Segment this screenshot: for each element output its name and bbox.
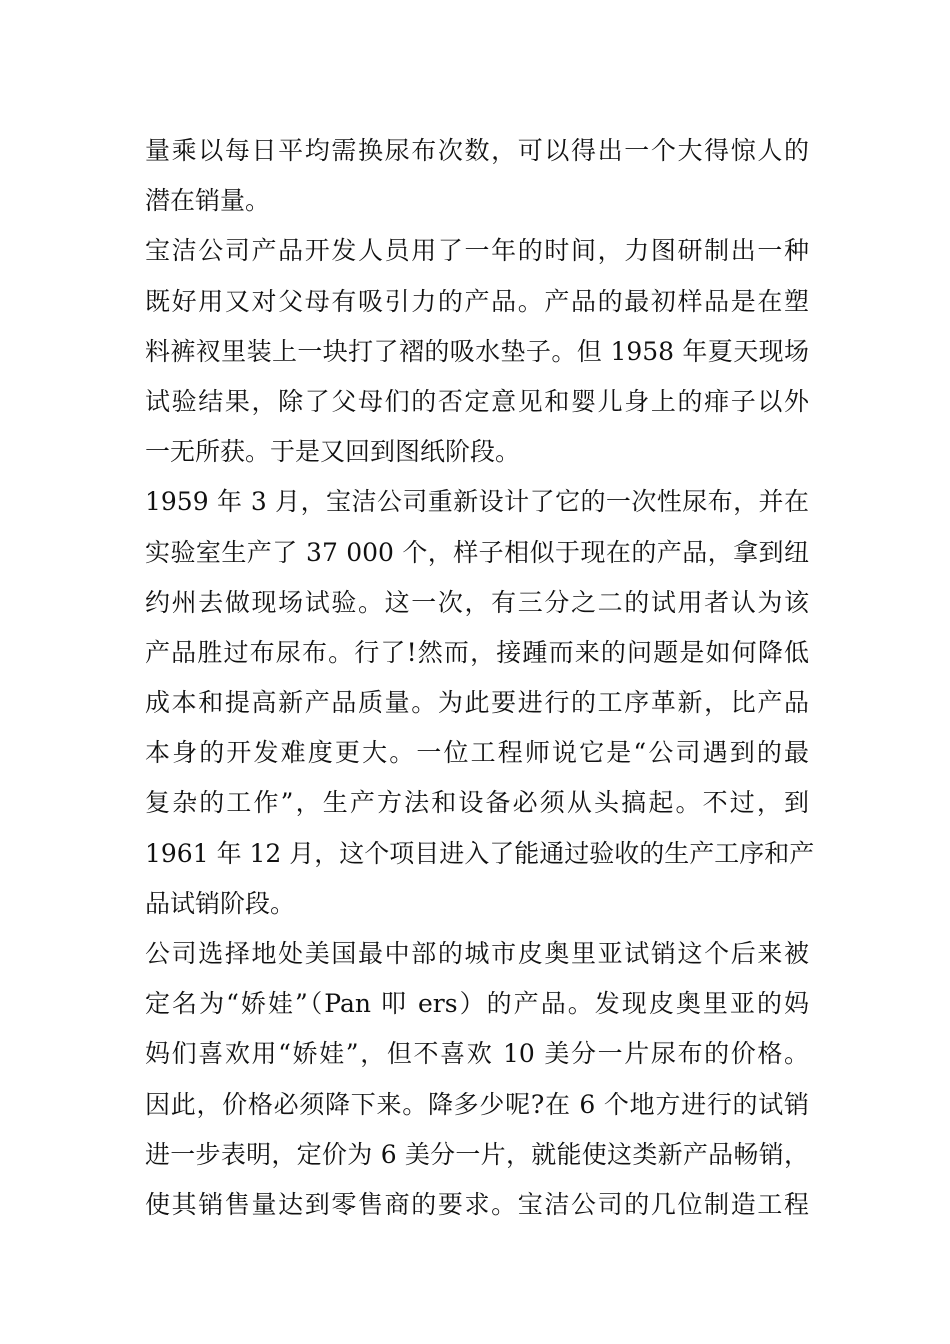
text-line: 定名为“娇娃”（Pan 叩 ers）的产品。发现皮奥里亚的妈	[145, 989, 809, 1019]
paragraph-4	[145, 929, 809, 1230]
text-line: 实验室生产了 37 000 个，样子相似于现在的产品，拿到纽	[145, 537, 809, 567]
text-line: 一无所获。于是又回到图纸阶段。	[145, 437, 521, 467]
body-text	[145, 126, 815, 1230]
text-line: 潜在销量。	[145, 186, 271, 216]
text-line: 品试销阶段。	[145, 888, 296, 918]
text-line: 既好用又对父母有吸引力的产品。产品的最初样品是在塑	[145, 286, 809, 316]
text-line: 成本和提高新产品质量。为此要进行的工序革新，比产品	[145, 688, 809, 718]
text-line: 复杂的工作”，生产方法和设备必须从头搞起。不过，到	[145, 788, 809, 818]
text-line: 量乘以每日平均需换尿布次数，可以得出一个大得惊人的	[145, 136, 809, 165]
text-line: 妈们喜欢用“娇娃”，但不喜欢 10 美分一片尿布的价格。	[145, 1039, 809, 1069]
text-line: 1959 年 3 月，宝洁公司重新设计了它的一次性尿布，并在	[145, 487, 809, 517]
text-line: 公司选择地处美国最中部的城市皮奥里亚试销这个后来被	[145, 939, 809, 968]
paragraph-2	[145, 226, 809, 477]
paragraph-1	[145, 126, 809, 226]
text-line: 本身的开发难度更大。一位工程师说它是“公司遇到的最	[145, 738, 809, 768]
text-line: 产品胜过布尿布。行了!然而，接踵而来的问题是如何降低	[145, 637, 809, 667]
text-line: 约州去做现场试验。这一次，有三分之二的试用者认为该	[145, 587, 809, 617]
text-line: 宝洁公司产品开发人员用了一年的时间，力图研制出一种	[145, 236, 809, 266]
text-line: 使其销售量达到零售商的要求。宝洁公司的几位制造工程	[145, 1189, 809, 1219]
text-line: 因此，价格必须降下来。降多少呢?在 6 个地方进行的试销	[145, 1089, 809, 1119]
text-line: 进一步表明，定价为 6 美分一片，就能使这类新产品畅销，	[145, 1139, 809, 1169]
text-line: 试验结果，除了父母们的否定意见和婴儿身上的痱子以外	[145, 386, 809, 416]
text-line: 料裤衩里装上一块打了褶的吸水垫子。但 1958 年夏天现场	[145, 336, 809, 366]
paragraph-3	[145, 477, 815, 929]
text-line: 1961 年 12 月，这个项目进入了能通过验收的生产工序和产	[145, 838, 815, 868]
